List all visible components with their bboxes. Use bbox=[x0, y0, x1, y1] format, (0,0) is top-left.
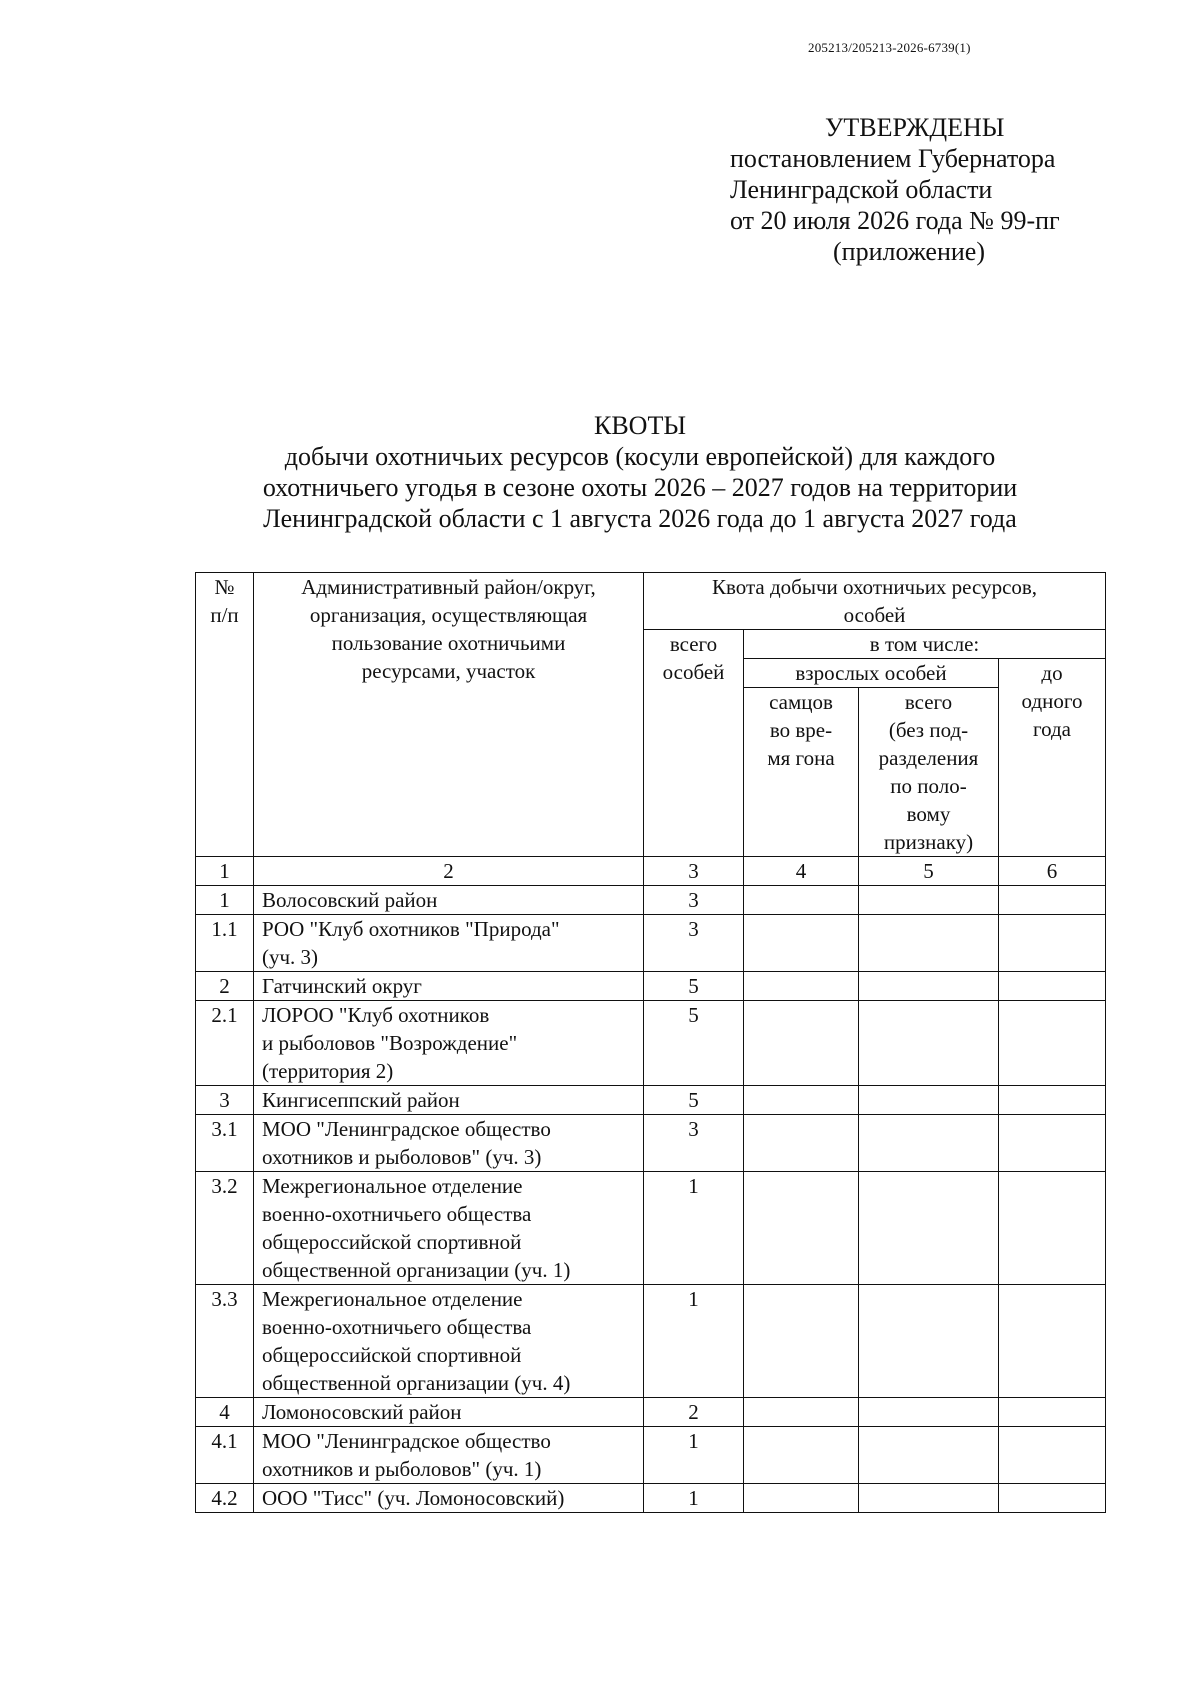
row-adults bbox=[859, 1172, 999, 1285]
row-name bbox=[254, 1001, 644, 1086]
table-row bbox=[196, 1285, 1106, 1398]
table-row bbox=[196, 1115, 1106, 1172]
row-name bbox=[254, 1172, 644, 1285]
row-name-line: Волосовский район bbox=[262, 888, 438, 912]
row-name-line: и рыболовов "Возрождение" bbox=[262, 1031, 518, 1055]
row-name-line: МОО "Ленинградское общество bbox=[262, 1429, 551, 1453]
header-total: всего особей bbox=[644, 630, 744, 857]
row-name bbox=[254, 1398, 644, 1427]
row-name-line: Межрегиональное отделение bbox=[262, 1287, 523, 1311]
row-name-line: общероссийской спортивной bbox=[262, 1230, 522, 1254]
row-name bbox=[254, 886, 644, 915]
row-name-line: охотников и рыболовов" (уч. 1) bbox=[262, 1457, 542, 1481]
title-line: добычи охотничьих ресурсов (косули европейской) для каждого bbox=[284, 442, 996, 471]
header-org: Административный район/округ, организация, осуществляющая пользование охотничьими ресурсами, участок bbox=[254, 573, 644, 857]
row-name bbox=[254, 1285, 644, 1398]
row-young bbox=[999, 886, 1106, 915]
row-adults bbox=[859, 915, 999, 972]
row-males bbox=[744, 886, 859, 915]
row-number: 2.1 bbox=[196, 1001, 254, 1086]
row-name-line: военно-охотничьего общества bbox=[262, 1315, 532, 1339]
row-total: 3 bbox=[644, 915, 744, 972]
table-row bbox=[196, 886, 1106, 915]
row-name-line: (уч. 3) bbox=[262, 945, 319, 969]
table-row bbox=[196, 972, 1106, 1001]
header-all-adults: всего (без под- разделения по поло- вому признаку) bbox=[859, 688, 999, 857]
row-name bbox=[254, 1427, 644, 1484]
row-name-line: Кингисеппский район bbox=[262, 1088, 460, 1112]
row-name-line: Гатчинский округ bbox=[262, 974, 422, 998]
row-total: 5 bbox=[644, 1001, 744, 1086]
row-adults bbox=[859, 1484, 999, 1513]
title-heading: КВОТЫ bbox=[593, 411, 686, 440]
row-name-line: общественной организации (уч. 1) bbox=[262, 1258, 571, 1282]
row-males bbox=[744, 1484, 859, 1513]
title-line: Ленинградской области с 1 августа 2026 года до 1 августа 2027 года bbox=[263, 504, 1017, 533]
row-number: 3.1 bbox=[196, 1115, 254, 1172]
approval-line: от 20 июля 2026 года № 99-пг bbox=[730, 206, 1060, 235]
row-number: 1 bbox=[196, 886, 254, 915]
row-males bbox=[744, 1115, 859, 1172]
table-row bbox=[196, 1484, 1106, 1513]
header-adults: взрослых особей bbox=[744, 659, 999, 688]
row-name-line: Ломоносовский район bbox=[262, 1400, 462, 1424]
row-number: 4.2 bbox=[196, 1484, 254, 1513]
header-quota: Квота добычи охотничьих ресурсов, особей bbox=[644, 573, 1106, 630]
row-number: 4 bbox=[196, 1398, 254, 1427]
row-name-line: МОО "Ленинградское общество bbox=[262, 1117, 551, 1141]
document-id: 205213/205213-2026-6739(1) bbox=[808, 40, 971, 55]
table-row bbox=[196, 1398, 1106, 1427]
row-name-line: общероссийской спортивной bbox=[262, 1343, 522, 1367]
row-adults bbox=[859, 1086, 999, 1115]
row-number: 2 bbox=[196, 972, 254, 1001]
row-total: 2 bbox=[644, 1398, 744, 1427]
column-number: 3 bbox=[644, 857, 744, 886]
row-adults bbox=[859, 886, 999, 915]
column-number: 5 bbox=[859, 857, 999, 886]
row-name-line: ЛОРОО "Клуб охотников bbox=[262, 1003, 490, 1027]
row-total: 5 bbox=[644, 972, 744, 1001]
row-adults bbox=[859, 972, 999, 1001]
row-young bbox=[999, 1001, 1106, 1086]
table-row bbox=[196, 1172, 1106, 1285]
row-name-line: общественной организации (уч. 4) bbox=[262, 1371, 571, 1395]
table-row bbox=[196, 915, 1106, 972]
header-including: в том числе: bbox=[744, 630, 1106, 659]
row-males bbox=[744, 915, 859, 972]
row-young bbox=[999, 1484, 1106, 1513]
row-males bbox=[744, 972, 859, 1001]
header-males-rut: самцов во вре- мя гона bbox=[744, 688, 859, 857]
row-name bbox=[254, 1086, 644, 1115]
row-total: 1 bbox=[644, 1172, 744, 1285]
row-adults bbox=[859, 1427, 999, 1484]
row-name-line: охотников и рыболовов" (уч. 3) bbox=[262, 1145, 542, 1169]
table-body bbox=[196, 857, 1106, 1513]
row-number: 4.1 bbox=[196, 1427, 254, 1484]
approval-stamp bbox=[730, 112, 1130, 267]
row-adults bbox=[859, 1398, 999, 1427]
row-total: 1 bbox=[644, 1427, 744, 1484]
row-total: 1 bbox=[644, 1285, 744, 1398]
quota-table bbox=[195, 572, 1106, 1513]
row-adults bbox=[859, 1115, 999, 1172]
row-name bbox=[254, 1115, 644, 1172]
row-young bbox=[999, 1086, 1106, 1115]
row-number: 1.1 bbox=[196, 915, 254, 972]
row-males bbox=[744, 1172, 859, 1285]
row-total: 3 bbox=[644, 886, 744, 915]
table-header bbox=[196, 573, 1106, 857]
title-line: охотничьего угодья в сезоне охоты 2026 – 2027 годов на территории bbox=[262, 473, 1018, 502]
row-males bbox=[744, 1086, 859, 1115]
column-number: 6 bbox=[999, 857, 1106, 886]
row-number: 3.2 bbox=[196, 1172, 254, 1285]
row-total: 3 bbox=[644, 1115, 744, 1172]
approval-line: Ленинградской области bbox=[730, 175, 993, 204]
header-num: № п/п bbox=[196, 573, 254, 857]
row-total: 5 bbox=[644, 1086, 744, 1115]
row-name-line: РОО "Клуб охотников "Природа" bbox=[262, 917, 560, 941]
table-row bbox=[196, 1427, 1106, 1484]
row-name-line: ООО "Тисс" (уч. Ломоносовский) bbox=[262, 1486, 565, 1510]
table-row bbox=[196, 1086, 1106, 1115]
column-number: 4 bbox=[744, 857, 859, 886]
row-males bbox=[744, 1398, 859, 1427]
row-males bbox=[744, 1427, 859, 1484]
column-number: 1 bbox=[196, 857, 254, 886]
row-total: 1 bbox=[644, 1484, 744, 1513]
row-number: 3 bbox=[196, 1086, 254, 1115]
row-name-line: (территория 2) bbox=[262, 1059, 394, 1083]
row-young bbox=[999, 972, 1106, 1001]
row-name bbox=[254, 972, 644, 1001]
row-males bbox=[744, 1285, 859, 1398]
header-under-one-year: до одного года bbox=[999, 659, 1106, 857]
column-number: 2 bbox=[254, 857, 644, 886]
row-name bbox=[254, 915, 644, 972]
row-name bbox=[254, 1484, 644, 1513]
row-young bbox=[999, 1285, 1106, 1398]
row-number: 3.3 bbox=[196, 1285, 254, 1398]
row-young bbox=[999, 1172, 1106, 1285]
row-young bbox=[999, 1115, 1106, 1172]
row-adults bbox=[859, 1001, 999, 1086]
document-title bbox=[195, 410, 1085, 534]
approval-line: постановлением Губернатора bbox=[730, 144, 1056, 173]
row-young bbox=[999, 1427, 1106, 1484]
row-adults bbox=[859, 1285, 999, 1398]
table-row bbox=[196, 1001, 1106, 1086]
approval-title: УТВЕРЖДЕНЫ bbox=[825, 113, 1005, 142]
column-numbers-row bbox=[196, 857, 1106, 886]
row-young bbox=[999, 1398, 1106, 1427]
row-name-line: Межрегиональное отделение bbox=[262, 1174, 523, 1198]
row-young bbox=[999, 915, 1106, 972]
approval-line: (приложение) bbox=[833, 237, 986, 266]
row-males bbox=[744, 1001, 859, 1086]
row-name-line: военно-охотничьего общества bbox=[262, 1202, 532, 1226]
